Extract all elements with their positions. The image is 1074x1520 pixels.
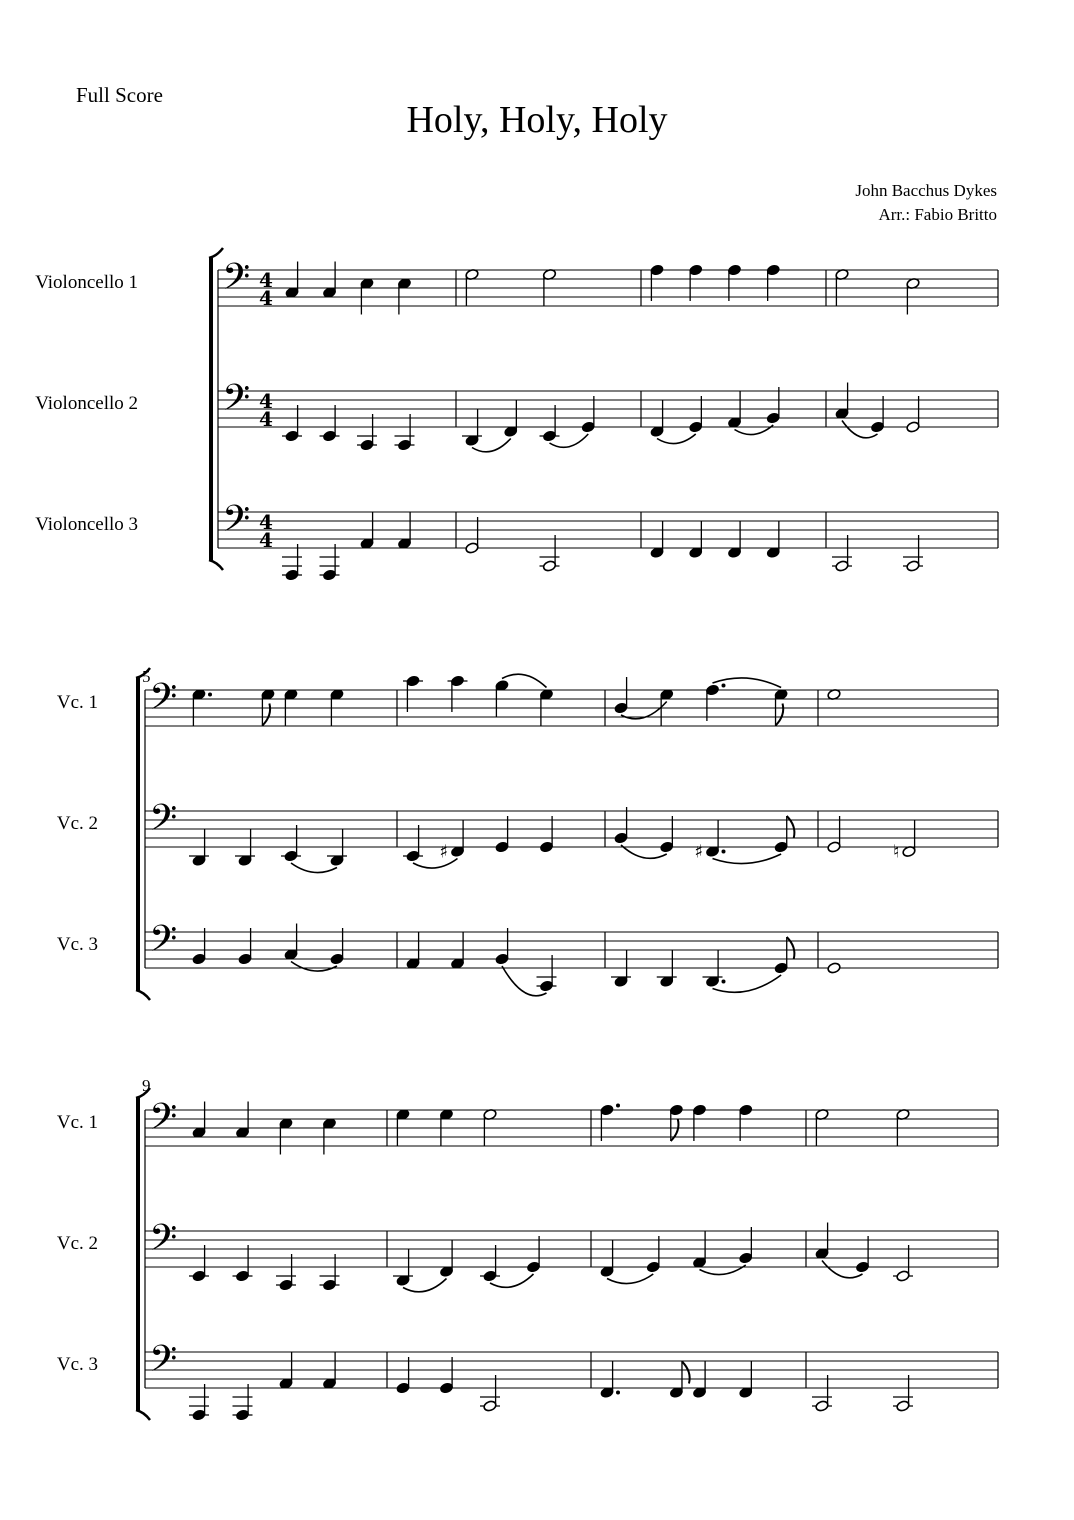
slur [291, 962, 337, 972]
slur [713, 975, 782, 992]
svg-text:𝄢: 𝄢 [222, 498, 251, 549]
svg-text:𝄢: 𝄢 [149, 1217, 178, 1268]
measure-number: 5 [142, 667, 151, 686]
composer-credit: John Bacchus Dykes [855, 181, 997, 200]
note-flag [776, 704, 784, 726]
bass-clef-icon [149, 918, 177, 969]
note-flag [787, 816, 795, 838]
slur [502, 966, 547, 996]
page-title: Holy, Holy, Holy [406, 99, 668, 141]
slur [700, 1265, 746, 1275]
svg-text:𝄢: 𝄢 [149, 1338, 178, 1389]
slur [502, 674, 547, 687]
instrument-label: Violoncello 1 [35, 272, 138, 293]
bass-clef-icon [149, 1096, 177, 1147]
instrument-label: Vc. 3 [56, 934, 98, 955]
slur [403, 1279, 447, 1292]
system-bracket [136, 678, 140, 990]
slur [607, 1274, 653, 1284]
sharp-sign: ♯ [694, 841, 704, 863]
bracket-top-hook [209, 248, 223, 258]
instrument-label: Vc. 2 [56, 1233, 98, 1254]
bass-clef-icon [149, 1338, 177, 1389]
bass-clef-icon [222, 498, 250, 549]
svg-text:𝄢: 𝄢 [149, 676, 178, 727]
note-flag [671, 1119, 679, 1141]
bracket-bottom-hook [209, 560, 223, 570]
time-signature-numerator: 4 [259, 389, 273, 413]
augmentation-dot [616, 1104, 620, 1108]
slur [413, 859, 458, 869]
sharp-sign: ♯ [439, 841, 449, 863]
augmentation-dot [722, 850, 726, 854]
svg-text:𝄢: 𝄢 [149, 797, 178, 848]
part-label: Full Score [76, 83, 163, 107]
bass-clef-icon [149, 1217, 177, 1268]
augmentation-dot [722, 684, 726, 688]
bass-clef-icon [222, 256, 250, 307]
time-signature-numerator: 4 [259, 268, 273, 292]
instrument-label: Vc. 1 [56, 692, 98, 713]
svg-text:𝄢: 𝄢 [149, 1096, 178, 1147]
slur [657, 434, 696, 444]
note-flag [262, 704, 270, 726]
augmentation-dot [722, 980, 726, 984]
bass-clef-icon [149, 676, 177, 727]
time-signature-denominator: 4 [259, 407, 273, 431]
system-bracket [209, 258, 213, 560]
svg-text:𝄢: 𝄢 [149, 918, 178, 969]
slur [621, 702, 667, 719]
bass-clef-icon [149, 797, 177, 848]
slur [735, 425, 774, 435]
instrument-label: Vc. 3 [56, 1354, 98, 1375]
note-flag [682, 1362, 690, 1384]
slur [291, 863, 337, 873]
instrument-label: Vc. 1 [56, 1112, 98, 1133]
time-signature-numerator: 4 [259, 510, 273, 534]
augmentation-dot [616, 1391, 620, 1395]
time-signature-denominator: 4 [259, 286, 273, 310]
instrument-label: Vc. 2 [56, 813, 98, 834]
bracket-bottom-hook [136, 990, 150, 1000]
arranger-credit: Arr.: Fabio Britto [878, 205, 997, 224]
note-head [827, 962, 841, 974]
natural-sign: ♮ [893, 841, 900, 863]
svg-text:𝄢: 𝄢 [222, 377, 251, 428]
time-signature-denominator: 4 [259, 528, 273, 552]
instrument-label: Violoncello 3 [35, 514, 138, 535]
augmentation-dot [208, 693, 212, 697]
instrument-label: Violoncello 2 [35, 393, 138, 414]
bracket-bottom-hook [136, 1410, 150, 1420]
bass-clef-icon [222, 377, 250, 428]
measure-number: 9 [142, 1076, 151, 1095]
slur [713, 854, 782, 864]
note-flag [787, 937, 795, 959]
system-bracket [136, 1098, 140, 1410]
svg-text:𝄢: 𝄢 [222, 256, 251, 307]
